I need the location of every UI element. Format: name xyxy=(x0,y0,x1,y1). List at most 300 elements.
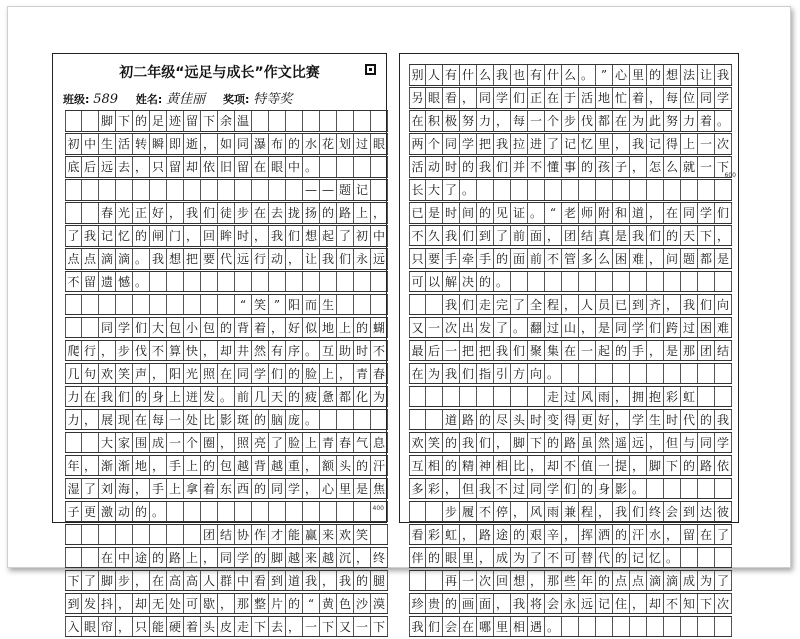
award-value: 特等奖 xyxy=(253,92,293,107)
grid-cell: 每 xyxy=(664,88,681,108)
grid-cell: 管 xyxy=(562,249,579,269)
grid-cell: 跨 xyxy=(664,318,681,338)
grid-cell: 我 xyxy=(715,410,732,430)
grid-cell: 点 xyxy=(613,571,630,591)
grid-cell: 终 xyxy=(371,548,388,568)
grid-cell: 多 xyxy=(409,479,426,499)
grid-cell xyxy=(150,272,167,292)
grid-cell: 能 xyxy=(286,525,303,545)
grid-cell: 。 xyxy=(511,318,528,338)
grid-cell: 却 xyxy=(133,594,150,614)
grid-cell: ， xyxy=(630,456,647,476)
grid-row xyxy=(409,386,732,408)
grid-cell: 怎 xyxy=(647,157,664,177)
grid-cell: 同 xyxy=(698,433,715,453)
grid-cell: 已 xyxy=(409,203,426,223)
grid-cell: 积 xyxy=(426,111,443,131)
grid-cell: 东 xyxy=(218,479,235,499)
grid-cell xyxy=(715,387,732,407)
grid-cell: “ xyxy=(545,203,562,223)
grid-cell: 道 xyxy=(286,571,303,591)
grid-cell: 年 xyxy=(579,571,596,591)
grid-cell xyxy=(409,571,426,591)
grid-cell: 们 xyxy=(494,157,511,177)
grid-cell: 要 xyxy=(201,249,218,269)
grid-cell: 天 xyxy=(681,226,698,246)
grid-cell: 画 xyxy=(460,594,477,614)
grid-cell: 活 xyxy=(579,88,596,108)
grid-cell: 学 xyxy=(545,479,562,499)
grid-cell: 整 xyxy=(252,594,269,614)
grid-cell: 一 xyxy=(596,456,613,476)
grid-cell xyxy=(460,387,477,407)
grid-cell xyxy=(218,295,235,315)
grid-cell: 过 xyxy=(545,318,562,338)
grid-cell: ， xyxy=(133,479,150,499)
grid-cell: 的 xyxy=(460,157,477,177)
grid-cell: 我 xyxy=(477,157,494,177)
grid-cell: 的 xyxy=(150,548,167,568)
grid-cell: 时 xyxy=(443,203,460,223)
grid-row xyxy=(65,570,388,592)
grid-cell: 大 xyxy=(426,180,443,200)
grid-cell: 过 xyxy=(354,134,371,154)
grid-cell: 笑 xyxy=(116,364,133,384)
grid-cell: 初 xyxy=(354,226,371,246)
grid-cell xyxy=(235,272,252,292)
grid-cell: 。 xyxy=(460,180,477,200)
grid-cell xyxy=(596,617,613,637)
grid-cell xyxy=(630,272,647,292)
grid-cell: “ xyxy=(303,594,320,614)
grid-cell: 将 xyxy=(528,594,545,614)
grid-cell: 履 xyxy=(460,502,477,522)
grid-cell: 皮 xyxy=(218,617,235,637)
char-count-left: 400 xyxy=(372,505,384,512)
grid-cell: 井 xyxy=(235,341,252,361)
grid-cell: 成 xyxy=(494,548,511,568)
grid-cell xyxy=(82,295,99,315)
grid-cell: 的 xyxy=(252,548,269,568)
grid-cell xyxy=(528,180,545,200)
grid-cell xyxy=(286,272,303,292)
grid-cell xyxy=(371,295,388,315)
grid-cell xyxy=(252,180,269,200)
grid-cell: 么 xyxy=(562,65,579,85)
grid-cell: 斑 xyxy=(235,410,252,430)
grid-cell xyxy=(201,502,218,522)
grid-cell: 值 xyxy=(579,456,596,476)
grid-cell: 渐 xyxy=(116,456,133,476)
grid-cell: 的 xyxy=(698,410,715,430)
grid-cell: 只 xyxy=(133,617,150,637)
grid-cell: 身 xyxy=(596,479,613,499)
grid-cell: 一 xyxy=(303,617,320,637)
grid-cell: 途 xyxy=(494,525,511,545)
grid-cell: 学 xyxy=(698,203,715,223)
grid-row xyxy=(65,478,388,500)
grid-cell xyxy=(613,180,630,200)
grid-cell: 我 xyxy=(409,617,426,637)
grid-cell: 时 xyxy=(235,226,252,246)
grid-cell: 些 xyxy=(562,571,579,591)
grid-cell: 团 xyxy=(562,226,579,246)
grid-cell: 但 xyxy=(460,479,477,499)
grid-cell: 似 xyxy=(303,318,320,338)
grid-cell xyxy=(681,364,698,384)
grid-cell: 声 xyxy=(133,364,150,384)
grid-cell xyxy=(354,157,371,177)
grid-cell: 色 xyxy=(337,594,354,614)
grid-cell: 不 xyxy=(150,341,167,361)
grid-row xyxy=(409,501,732,523)
grid-cell xyxy=(303,111,320,131)
grid-cell: 。 xyxy=(133,272,150,292)
grid-cell: 互 xyxy=(320,341,337,361)
grid-cell: 前 xyxy=(528,249,545,269)
grid-cell: 远 xyxy=(99,157,116,177)
grid-row xyxy=(409,294,732,316)
grid-cell: 们 xyxy=(337,249,354,269)
grid-cell xyxy=(201,272,218,292)
grid-cell xyxy=(82,111,99,131)
grid-cell: ， xyxy=(269,318,286,338)
grid-cell: 彩 xyxy=(664,387,681,407)
grid-cell xyxy=(613,364,630,384)
grid-cell: ， xyxy=(371,203,388,223)
grid-cell: 我 xyxy=(681,295,698,315)
grid-cell: 忙 xyxy=(613,88,630,108)
grid-cell: 再 xyxy=(443,571,460,591)
grid-cell xyxy=(303,272,320,292)
grid-cell: 背 xyxy=(235,318,252,338)
grid-cell: 力 xyxy=(477,111,494,131)
grid-cell: 在 xyxy=(218,364,235,384)
grid-cell xyxy=(269,180,286,200)
grid-cell xyxy=(354,111,371,131)
grid-cell: 无 xyxy=(150,594,167,614)
grid-cell: 眸 xyxy=(218,226,235,246)
grid-cell: 们 xyxy=(269,364,286,384)
grid-cell: 结 xyxy=(579,226,596,246)
grid-cell: 额 xyxy=(320,456,337,476)
grid-cell: 滴 xyxy=(99,249,116,269)
grid-cell: 不 xyxy=(494,479,511,499)
grid-cell: 我 xyxy=(443,364,460,384)
grid-cell: 徒 xyxy=(218,203,235,223)
grid-cell: ， xyxy=(184,226,201,246)
grid-cell: 心 xyxy=(320,479,337,499)
grid-cell: 抖 xyxy=(99,594,116,614)
grid-cell: 的 xyxy=(133,502,150,522)
grid-cell: 却 xyxy=(184,157,201,177)
grid-cell: ， xyxy=(133,157,150,177)
grid-cell xyxy=(596,180,613,200)
grid-cell: 的 xyxy=(477,410,494,430)
grid-cell: 眼 xyxy=(426,88,443,108)
grid-cell: 是 xyxy=(664,341,681,361)
grid-cell: 路 xyxy=(562,433,579,453)
grid-cell: 才 xyxy=(269,525,286,545)
grid-cell: 两 xyxy=(409,134,426,154)
grid-row xyxy=(65,133,388,155)
grid-cell: 了 xyxy=(443,180,460,200)
grid-cell: 在 xyxy=(562,341,579,361)
grid-cell: 同 xyxy=(235,134,252,154)
grid-cell xyxy=(596,364,613,384)
grid-cell: 同 xyxy=(235,364,252,384)
grid-cell: 门 xyxy=(167,226,184,246)
grid-cell: 努 xyxy=(664,111,681,131)
grid-cell: 事 xyxy=(562,157,579,177)
grid-cell xyxy=(65,525,82,545)
grid-cell: 学 xyxy=(252,364,269,384)
grid-cell: 下 xyxy=(698,594,715,614)
grid-cell: 们 xyxy=(630,502,647,522)
grid-cell xyxy=(337,272,354,292)
grid-cell: 为 xyxy=(511,548,528,568)
grid-cell: 入 xyxy=(65,617,82,637)
grid-cell: ， xyxy=(630,157,647,177)
grid-cell: 过 xyxy=(562,387,579,407)
grid-cell: 中 xyxy=(116,548,133,568)
grid-cell: 结 xyxy=(715,341,732,361)
grid-cell: 同 xyxy=(613,318,630,338)
grid-cell xyxy=(647,617,664,637)
class-value: 589 xyxy=(93,92,119,107)
grid-row xyxy=(409,64,732,86)
grid-cell: 不 xyxy=(528,157,545,177)
grid-cell xyxy=(303,502,320,522)
grid-cell xyxy=(698,364,715,384)
grid-cell: 手 xyxy=(443,249,460,269)
grid-cell: 的 xyxy=(494,249,511,269)
grid-cell: 变 xyxy=(545,410,562,430)
grid-cell: 影 xyxy=(218,410,235,430)
grid-cell: 好 xyxy=(150,203,167,223)
grid-cell: 风 xyxy=(579,387,596,407)
grid-cell: 迹 xyxy=(167,111,184,131)
grid-cell: 到 xyxy=(630,295,647,315)
grid-cell: 都 xyxy=(596,111,613,131)
grid-cell: 个 xyxy=(545,111,562,131)
grid-cell xyxy=(337,410,354,430)
grid-cell: 我 xyxy=(320,249,337,269)
grid-cell: 路 xyxy=(477,525,494,545)
grid-cell: 长 xyxy=(409,180,426,200)
grid-cell xyxy=(184,272,201,292)
grid-cell: 地 xyxy=(596,88,613,108)
grid-cell: 高 xyxy=(184,571,201,591)
grid-cell xyxy=(579,364,596,384)
grid-cell xyxy=(371,111,388,131)
grid-cell: 时 xyxy=(664,410,681,430)
grid-cell: ， xyxy=(715,226,732,246)
grid-cell xyxy=(82,318,99,338)
grid-cell: 中 xyxy=(82,134,99,154)
grid-cell: 以 xyxy=(426,272,443,292)
grid-cell: 我 xyxy=(630,226,647,246)
grid-cell: 附 xyxy=(596,203,613,223)
grid-row xyxy=(65,524,388,546)
grid-cell: 渐 xyxy=(99,456,116,476)
grid-cell: ， xyxy=(596,502,613,522)
grid-cell: 焦 xyxy=(371,479,388,499)
grid-cell: 上 xyxy=(320,364,337,384)
grid-cell: ， xyxy=(613,387,630,407)
grid-cell: 证 xyxy=(511,203,528,223)
grid-row xyxy=(409,547,732,569)
grid-cell xyxy=(133,295,150,315)
grid-cell: 记 xyxy=(596,594,613,614)
grid-cell: 的 xyxy=(596,571,613,591)
grid-cell xyxy=(371,157,388,177)
grid-cell: 着 xyxy=(184,617,201,637)
grid-cell: 的 xyxy=(354,318,371,338)
grid-cell: 雨 xyxy=(545,502,562,522)
grid-cell: 时 xyxy=(443,157,460,177)
grid-cell: 道 xyxy=(630,203,647,223)
grid-cell: 什 xyxy=(460,65,477,85)
grid-cell xyxy=(647,364,664,384)
grid-cell: 好 xyxy=(596,410,613,430)
grid-cell xyxy=(426,387,443,407)
grid-cell: 遥 xyxy=(613,433,630,453)
grid-cell: 越 xyxy=(235,456,252,476)
grid-cell: 春 xyxy=(371,364,388,384)
grid-cell xyxy=(320,272,337,292)
grid-cell: 把 xyxy=(477,134,494,154)
grid-cell: 黄 xyxy=(320,594,337,614)
grid-cell: 我 xyxy=(630,134,647,154)
grid-cell: 我 xyxy=(82,226,99,246)
grid-cell: ， xyxy=(477,548,494,568)
grid-cell: 为 xyxy=(371,387,388,407)
essay-page-left xyxy=(52,53,387,634)
grid-cell: ， xyxy=(320,571,337,591)
grid-cell: 伐 xyxy=(133,341,150,361)
grid-cell: ， xyxy=(218,594,235,614)
grid-cell: 间 xyxy=(460,203,477,223)
grid-cell: 地 xyxy=(320,318,337,338)
grid-cell: 瞬 xyxy=(150,134,167,154)
grid-row xyxy=(65,363,388,385)
grid-cell: 同 xyxy=(218,548,235,568)
grid-cell: 全 xyxy=(528,295,545,315)
grid-cell: 起 xyxy=(596,341,613,361)
grid-cell xyxy=(184,525,201,545)
grid-cell xyxy=(82,548,99,568)
grid-cell: 抱 xyxy=(647,387,664,407)
grid-cell: 大 xyxy=(150,318,167,338)
grid-cell: 脸 xyxy=(303,364,320,384)
grid-cell: 的 xyxy=(545,433,562,453)
grid-cell: 上 xyxy=(303,433,320,453)
grid-cell: 们 xyxy=(286,226,303,246)
grid-cell: 快 xyxy=(184,341,201,361)
grid-cell: 难 xyxy=(630,249,647,269)
grid-cell: 我 xyxy=(494,134,511,154)
grid-cell: 硬 xyxy=(167,617,184,637)
grid-cell: 学 xyxy=(715,88,732,108)
grid-cell xyxy=(269,502,286,522)
grid-cell xyxy=(116,180,133,200)
grid-cell: 来 xyxy=(303,548,320,568)
grid-cell: 那 xyxy=(545,571,562,591)
grid-cell: 正 xyxy=(528,88,545,108)
grid-cell: 却 xyxy=(218,341,235,361)
grid-cell xyxy=(477,180,494,200)
grid-cell: 了 xyxy=(65,226,82,246)
grid-cell: 手 xyxy=(167,456,184,476)
grid-cell: 把 xyxy=(460,341,477,361)
grid-cell: 难 xyxy=(715,318,732,338)
grid-cell xyxy=(630,617,647,637)
grid-row xyxy=(409,570,732,592)
grid-cell: 下 xyxy=(528,433,545,453)
grid-cell: 神 xyxy=(477,456,494,476)
grid-cell xyxy=(252,502,269,522)
grid-cell: 转 xyxy=(133,134,150,154)
grid-cell: 助 xyxy=(337,341,354,361)
grid-cell: 的 xyxy=(133,387,150,407)
grid-cell: ， xyxy=(218,433,235,453)
grid-cell xyxy=(354,272,371,292)
grid-cell: 越 xyxy=(320,548,337,568)
grid-cell: 步 xyxy=(443,502,460,522)
grid-cell xyxy=(218,272,235,292)
grid-cell: 忆 xyxy=(579,134,596,154)
grid-cell: 足 xyxy=(150,111,167,131)
grid-cell: 一 xyxy=(443,341,460,361)
grid-row xyxy=(409,156,732,178)
grid-cell: 了 xyxy=(82,479,99,499)
grid-cell: 小 xyxy=(184,318,201,338)
grid-cell: 方 xyxy=(511,364,528,384)
grid-cell: 手 xyxy=(630,341,647,361)
grid-cell: 面 xyxy=(511,249,528,269)
grid-cell: 我 xyxy=(460,433,477,453)
grid-cell: 同 xyxy=(698,88,715,108)
grid-cell: 如 xyxy=(218,134,235,154)
grid-cell: 圈 xyxy=(201,433,218,453)
grid-cell: 留 xyxy=(167,157,184,177)
grid-cell xyxy=(82,433,99,453)
grid-cell: 记 xyxy=(354,180,371,200)
grid-cell: 记 xyxy=(647,134,664,154)
grid-cell: 我 xyxy=(715,65,732,85)
grid-cell: 手 xyxy=(150,479,167,499)
grid-cell: 有 xyxy=(443,65,460,85)
grid-row xyxy=(65,110,388,132)
grid-cell: 题 xyxy=(681,249,698,269)
grid-cell xyxy=(116,525,133,545)
grid-cell: 。 xyxy=(545,617,562,637)
grid-cell: 点 xyxy=(82,249,99,269)
grid-cell: 了 xyxy=(715,571,732,591)
grid-cell: 。 xyxy=(630,479,647,499)
grid-cell xyxy=(354,410,371,430)
grid-cell: 生 xyxy=(320,295,337,315)
grid-cell: 前 xyxy=(235,387,252,407)
grid-cell: 眼 xyxy=(82,617,99,637)
grid-cell xyxy=(528,387,545,407)
grid-cell xyxy=(630,180,647,200)
grid-cell: 水 xyxy=(303,134,320,154)
grid-cell: 远 xyxy=(371,249,388,269)
grid-cell: 的 xyxy=(579,157,596,177)
grid-cell: 比 xyxy=(201,410,218,430)
